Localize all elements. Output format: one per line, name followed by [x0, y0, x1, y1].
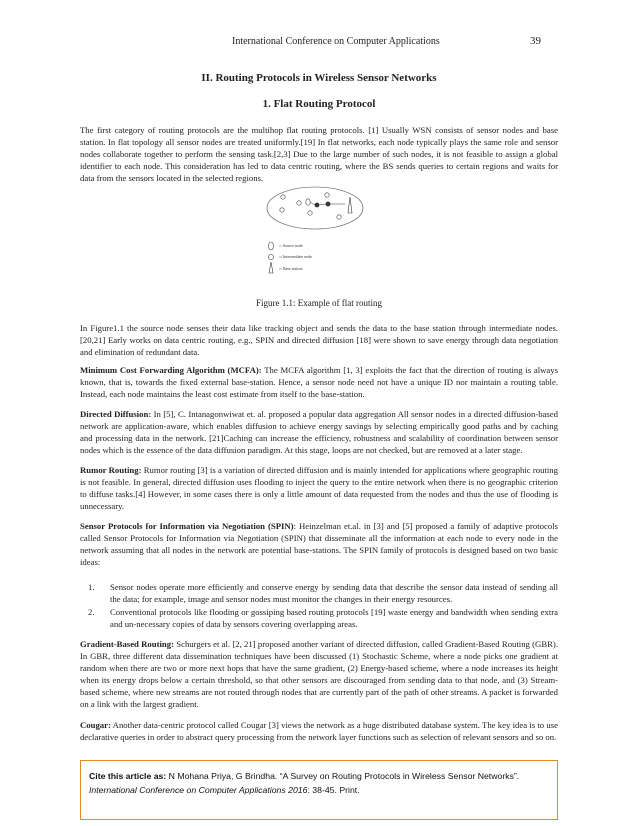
- list-item: [88, 606, 558, 630]
- citation-label: Cite this article as:: [89, 771, 167, 781]
- figure-paragraph: In Figure1.1 the source node senses their data like tracking object and sends the data to the base station through intermediate nodes.[20,21] Early works on data centric routing, e.g., SPIN and directed diffusion [18] were shown to save energy through data negotiation and elimination of redundant data.: [80, 323, 558, 357]
- gbr-text: Schurgers et al. [2, 21] proposed another variant of directed diffusion, called Gradient-Based Routing (GBR). In GBR, three different data dissemination techniques have been discussed (1) Stochastic Scheme, where a node picks one gradient at random when there are two or more next hops that have the same gradient, (2) Energy-based scheme, where a node increases its height when its energy drops below a certain threshold, so that other sensors are discouraged from sending data to that node, and (3) Stream-based scheme, where new streams are not routed through nodes that are currently part of the path of other streams. A packet is forwarded on a link with the largest gradient.: [80, 639, 558, 709]
- spin-ideas-list: [88, 581, 558, 631]
- gbr-heading: Gradient-Based Routing:: [80, 639, 174, 649]
- gbr-paragraph: [80, 638, 558, 710]
- legend-source-label: Source node: [283, 243, 303, 248]
- mcfa-text: The MCFA algorithm [1, 3] exploits the fact that the direction of routing is always known, that is, towards the fixed external base-station. Hence, a sensor node need not have a unique ID nor maintain a routing table. Instead, each node maintains the least cost estimate from itself to the base-station.: [80, 365, 559, 399]
- citation-venue: International Conference on Computer Applications 2016: [89, 785, 308, 795]
- spin-paragraph: [80, 520, 558, 568]
- list-text: Conventional protocols like flooding or gossiping based routing protocols [19] waste energy and bandwidth when sending extra and un-necessary copies of data by sensors covering overlapping areas.: [110, 607, 558, 629]
- node: [308, 211, 312, 215]
- cougar-heading: Cougar:: [80, 720, 111, 730]
- rumor-routing-heading: Rumor Routing:: [80, 465, 142, 475]
- directed-diffusion-text: In [5], C. Intanagonwiwat et. al. proposed a popular data aggregation All sensor nodes in a directed diffusion-based network are application-aware, which enables diffusion to achieve energy savings by selecting empirically good paths and by caching and processing data in the network. [21]Caching can increase the efficiency, robustness and scalability of coordination between sensor nodes which is the essence of the data diffusion paradigm. At this stage, loops are not checked, but are removed at a later stage.: [80, 409, 558, 455]
- list-number: 2.: [88, 607, 95, 617]
- directed-diffusion-paragraph: [80, 408, 558, 456]
- legend-intermediate-label: Intermediate node: [283, 254, 312, 259]
- rumor-routing-paragraph: [80, 464, 558, 512]
- legend-source-icon: [269, 242, 274, 250]
- list-text: Sensor nodes operate more efficiently and conserve energy by sending data that describe the sensor data instead of sending all the data; for example, image and sensor nodes must monitor the changes in their energy resources.: [110, 582, 558, 604]
- list-number: 1.: [88, 582, 95, 592]
- page-header: [0, 36, 638, 50]
- legend-base-station-label: Base station: [283, 266, 303, 271]
- flat-routing-figure: [255, 186, 375, 278]
- running-header-title: International Conference on Computer Applications: [232, 36, 440, 47]
- directed-diffusion-heading: Directed Diffusion:: [80, 409, 152, 419]
- figure-caption: Figure 1.1: Example of flat routing: [256, 298, 382, 308]
- source-node: [306, 199, 310, 205]
- page-number: 39: [530, 35, 541, 47]
- legend-intermediate-icon: [268, 254, 273, 259]
- spin-text: : Heinzelman et.al. in [3] and [5] proposed a family of adaptive protocols called Sensor Protocols for Information via Negotiation (SPIN) that disseminate all the information at each node to every node in the network assuming that all nodes in the network are potential base-stations. The SPIN family of protocols is designed based on two basic ideas:: [80, 521, 558, 567]
- list-item: [88, 581, 558, 605]
- cougar-text: Another data-centric protocol called Cougar [3] views the network as a huge distributed database system. The key idea is to use declarative queries in order to abstract query processing from the network layer functions such as selection of relevant sensors and so on.: [80, 720, 558, 742]
- node: [281, 195, 285, 199]
- rumor-routing-text: Rumor routing [3] is a variation of directed diffusion and is mainly intended for applications where geographic routing is not feasible. In general, directed diffusion uses flooding to inject the query to the entire network when there is no geographic criterion to diffuse tasks.[4] However, in some cases there is only a little amount of data requested from the nodes and thus the use of flooding is unnecessary.: [80, 465, 558, 511]
- mcfa-heading: Minimum Cost Forwarding Algorithm (MCFA):: [80, 365, 262, 375]
- node: [337, 215, 341, 219]
- node: [325, 193, 329, 197]
- intermediate-node: [315, 203, 320, 208]
- node: [280, 208, 284, 212]
- citation-box: [80, 760, 558, 820]
- spin-heading: Sensor Protocols for Information via Negotiation (SPIN): [80, 521, 294, 531]
- intro-paragraph: The first category of routing protocols are the multihop flat routing protocols. [1] Usually WSN consists of sensor nodes and base station. In flat topology all sensor nodes are treated uniformly.[19] In flat networks, each node typically plays the same role and sensor nodes collaborate together to perform the sensing task.[2,3] Due to the large number of such nodes, it is not feasible to assign a global identifier to each node. This consideration has led to data centric routing, where the BS sends queries to certain regions and waits for data from the sensors located in the selected regions.: [80, 125, 558, 183]
- section-title: II. Routing Protocols in Wireless Sensor Networks: [201, 72, 437, 84]
- subsection-title: 1. Flat Routing Protocol: [262, 98, 376, 110]
- mcfa-paragraph: [80, 364, 558, 400]
- node: [297, 201, 301, 205]
- cougar-paragraph: [80, 719, 558, 743]
- intermediate-node: [326, 202, 331, 207]
- legend-base-station-icon: [269, 262, 273, 273]
- citation-pages: : 38-45. Print.: [307, 785, 360, 795]
- citation-authors: N Mohana Priya, G Brindha. “A Survey on Routing Protocols in Wireless Sensor Networks”.: [166, 771, 520, 781]
- base-station: [348, 197, 352, 213]
